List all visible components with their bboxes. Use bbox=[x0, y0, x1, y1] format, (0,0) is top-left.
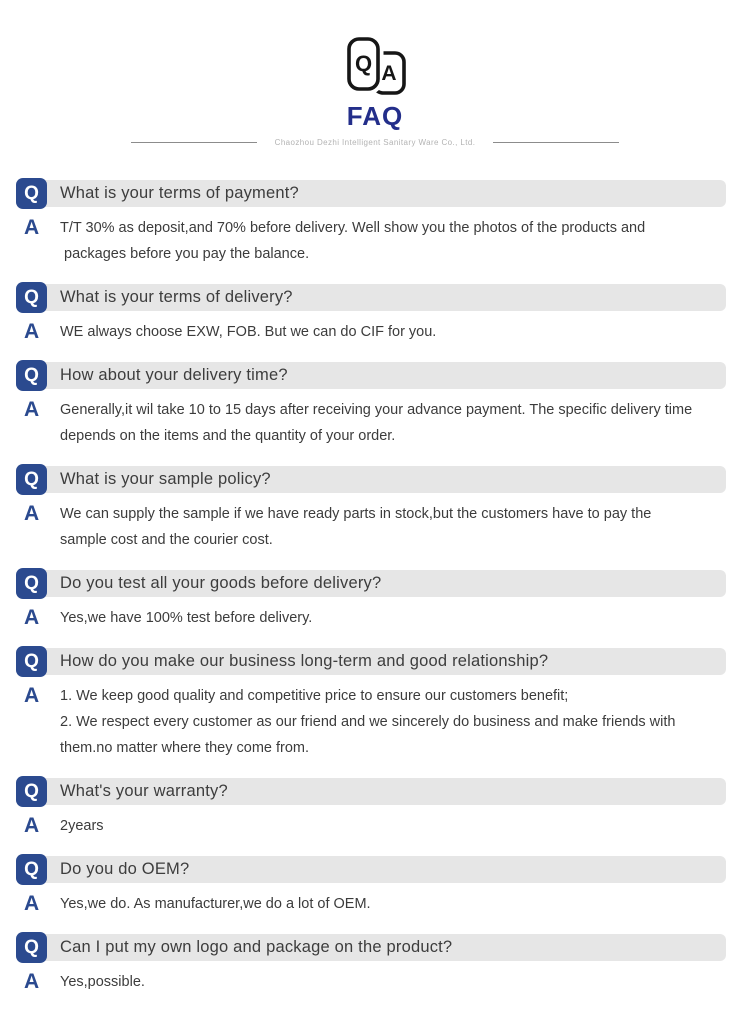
answer-row bbox=[16, 597, 726, 631]
answer-line: 1. We keep good quality and competitive price to ensure our customers benefit; bbox=[60, 688, 569, 704]
answer-line: packages before you pay the balance. bbox=[60, 246, 310, 262]
question-bar bbox=[16, 284, 726, 311]
q-badge: Q bbox=[16, 854, 47, 885]
question-bar bbox=[16, 570, 726, 597]
question-text: Can I put my own logo and package on the product? bbox=[60, 938, 453, 956]
answer-row bbox=[16, 311, 726, 345]
q-badge: Q bbox=[16, 932, 47, 963]
faq-item bbox=[16, 856, 726, 917]
answer-row bbox=[16, 389, 726, 449]
q-badge: Q bbox=[16, 360, 47, 391]
answer-text bbox=[60, 683, 675, 761]
logo-q-letter: Q bbox=[354, 51, 373, 76]
a-badge: A bbox=[24, 892, 40, 915]
answer-text bbox=[60, 813, 104, 839]
question-text: Do you do OEM? bbox=[60, 860, 190, 878]
faq-list bbox=[0, 180, 750, 995]
answer-text bbox=[60, 215, 645, 267]
a-badge: A bbox=[24, 502, 40, 525]
a-badge: A bbox=[24, 216, 40, 239]
faq-item bbox=[16, 284, 726, 345]
question-bar bbox=[16, 648, 726, 675]
answer-row bbox=[16, 675, 726, 761]
page-title: FAQ bbox=[346, 101, 404, 131]
answer-line: Yes,we do. As manufacturer,we do a lot of OEM. bbox=[60, 896, 371, 912]
answer-text bbox=[60, 397, 692, 449]
q-badge: Q bbox=[16, 646, 47, 677]
answer-row bbox=[16, 883, 726, 917]
page-header bbox=[0, 0, 750, 147]
answer-line: WE always choose EXW, FOB. But we can do CIF for you. bbox=[60, 324, 437, 340]
question-bar bbox=[16, 466, 726, 493]
a-badge: A bbox=[24, 684, 40, 707]
subtitle-row bbox=[0, 138, 750, 147]
q-badge: Q bbox=[16, 178, 47, 209]
a-badge: A bbox=[24, 814, 40, 837]
a-badge: A bbox=[24, 320, 40, 343]
answer-text bbox=[60, 605, 312, 631]
question-text: How about your delivery time? bbox=[60, 366, 288, 384]
question-text: How do you make our business long-term and good relationship? bbox=[60, 652, 549, 670]
logo-a-letter: A bbox=[381, 62, 397, 85]
a-badge: A bbox=[24, 970, 40, 993]
q-badge: Q bbox=[16, 568, 47, 599]
faq-item bbox=[16, 570, 726, 631]
question-text: What is your sample policy? bbox=[60, 470, 271, 488]
answer-line: them.no matter where they come from. bbox=[60, 740, 310, 756]
answer-row bbox=[16, 805, 726, 839]
q-badge: Q bbox=[16, 776, 47, 807]
answer-line: depends on the items and the quantity of your order. bbox=[60, 428, 396, 444]
answer-line: 2years bbox=[60, 818, 104, 834]
answer-line: 2. We respect every customer as our friend and we sincerely do business and make friends with bbox=[60, 714, 676, 730]
question-bar bbox=[16, 362, 726, 389]
question-text: What's your warranty? bbox=[60, 782, 228, 800]
faq-item bbox=[16, 648, 726, 761]
faq-item bbox=[16, 466, 726, 553]
answer-text bbox=[60, 969, 145, 995]
answer-text bbox=[60, 501, 651, 553]
answer-text bbox=[60, 319, 436, 345]
divider-line-left bbox=[131, 142, 257, 143]
company-name: Chaozhou Dezhi Intelligent Sanitary Ware Co., Ltd. bbox=[274, 138, 476, 147]
question-bar bbox=[16, 856, 726, 883]
answer-row bbox=[16, 207, 726, 267]
question-text: What is your terms of delivery? bbox=[60, 288, 293, 306]
q-badge: Q bbox=[16, 282, 47, 313]
question-text: What is your terms of payment? bbox=[60, 184, 299, 202]
qa-logo-icon bbox=[344, 36, 406, 96]
answer-line: We can supply the sample if we have ready parts in stock,but the customers have to pay the bbox=[60, 506, 652, 522]
question-bar bbox=[16, 934, 726, 961]
answer-line: Yes,possible. bbox=[60, 974, 145, 990]
question-bar bbox=[16, 778, 726, 805]
answer-row bbox=[16, 961, 726, 995]
answer-line: T/T 30% as deposit,and 70% before delivery. Well show you the photos of the products and bbox=[60, 220, 646, 236]
answer-row bbox=[16, 493, 726, 553]
faq-item bbox=[16, 180, 726, 267]
question-bar bbox=[16, 180, 726, 207]
question-text: Do you test all your goods before delivery? bbox=[60, 574, 382, 592]
faq-item bbox=[16, 934, 726, 995]
a-badge: A bbox=[24, 398, 40, 421]
divider-line-right bbox=[493, 142, 619, 143]
a-badge: A bbox=[24, 606, 40, 629]
answer-line: Yes,we have 100% test before delivery. bbox=[60, 610, 313, 626]
faq-item bbox=[16, 778, 726, 839]
answer-line: Generally,it wil take 10 to 15 days after receiving your advance payment. The specific delivery time bbox=[60, 402, 693, 418]
q-badge: Q bbox=[16, 464, 47, 495]
answer-line: sample cost and the courier cost. bbox=[60, 532, 273, 548]
faq-item bbox=[16, 362, 726, 449]
answer-text bbox=[60, 891, 371, 917]
